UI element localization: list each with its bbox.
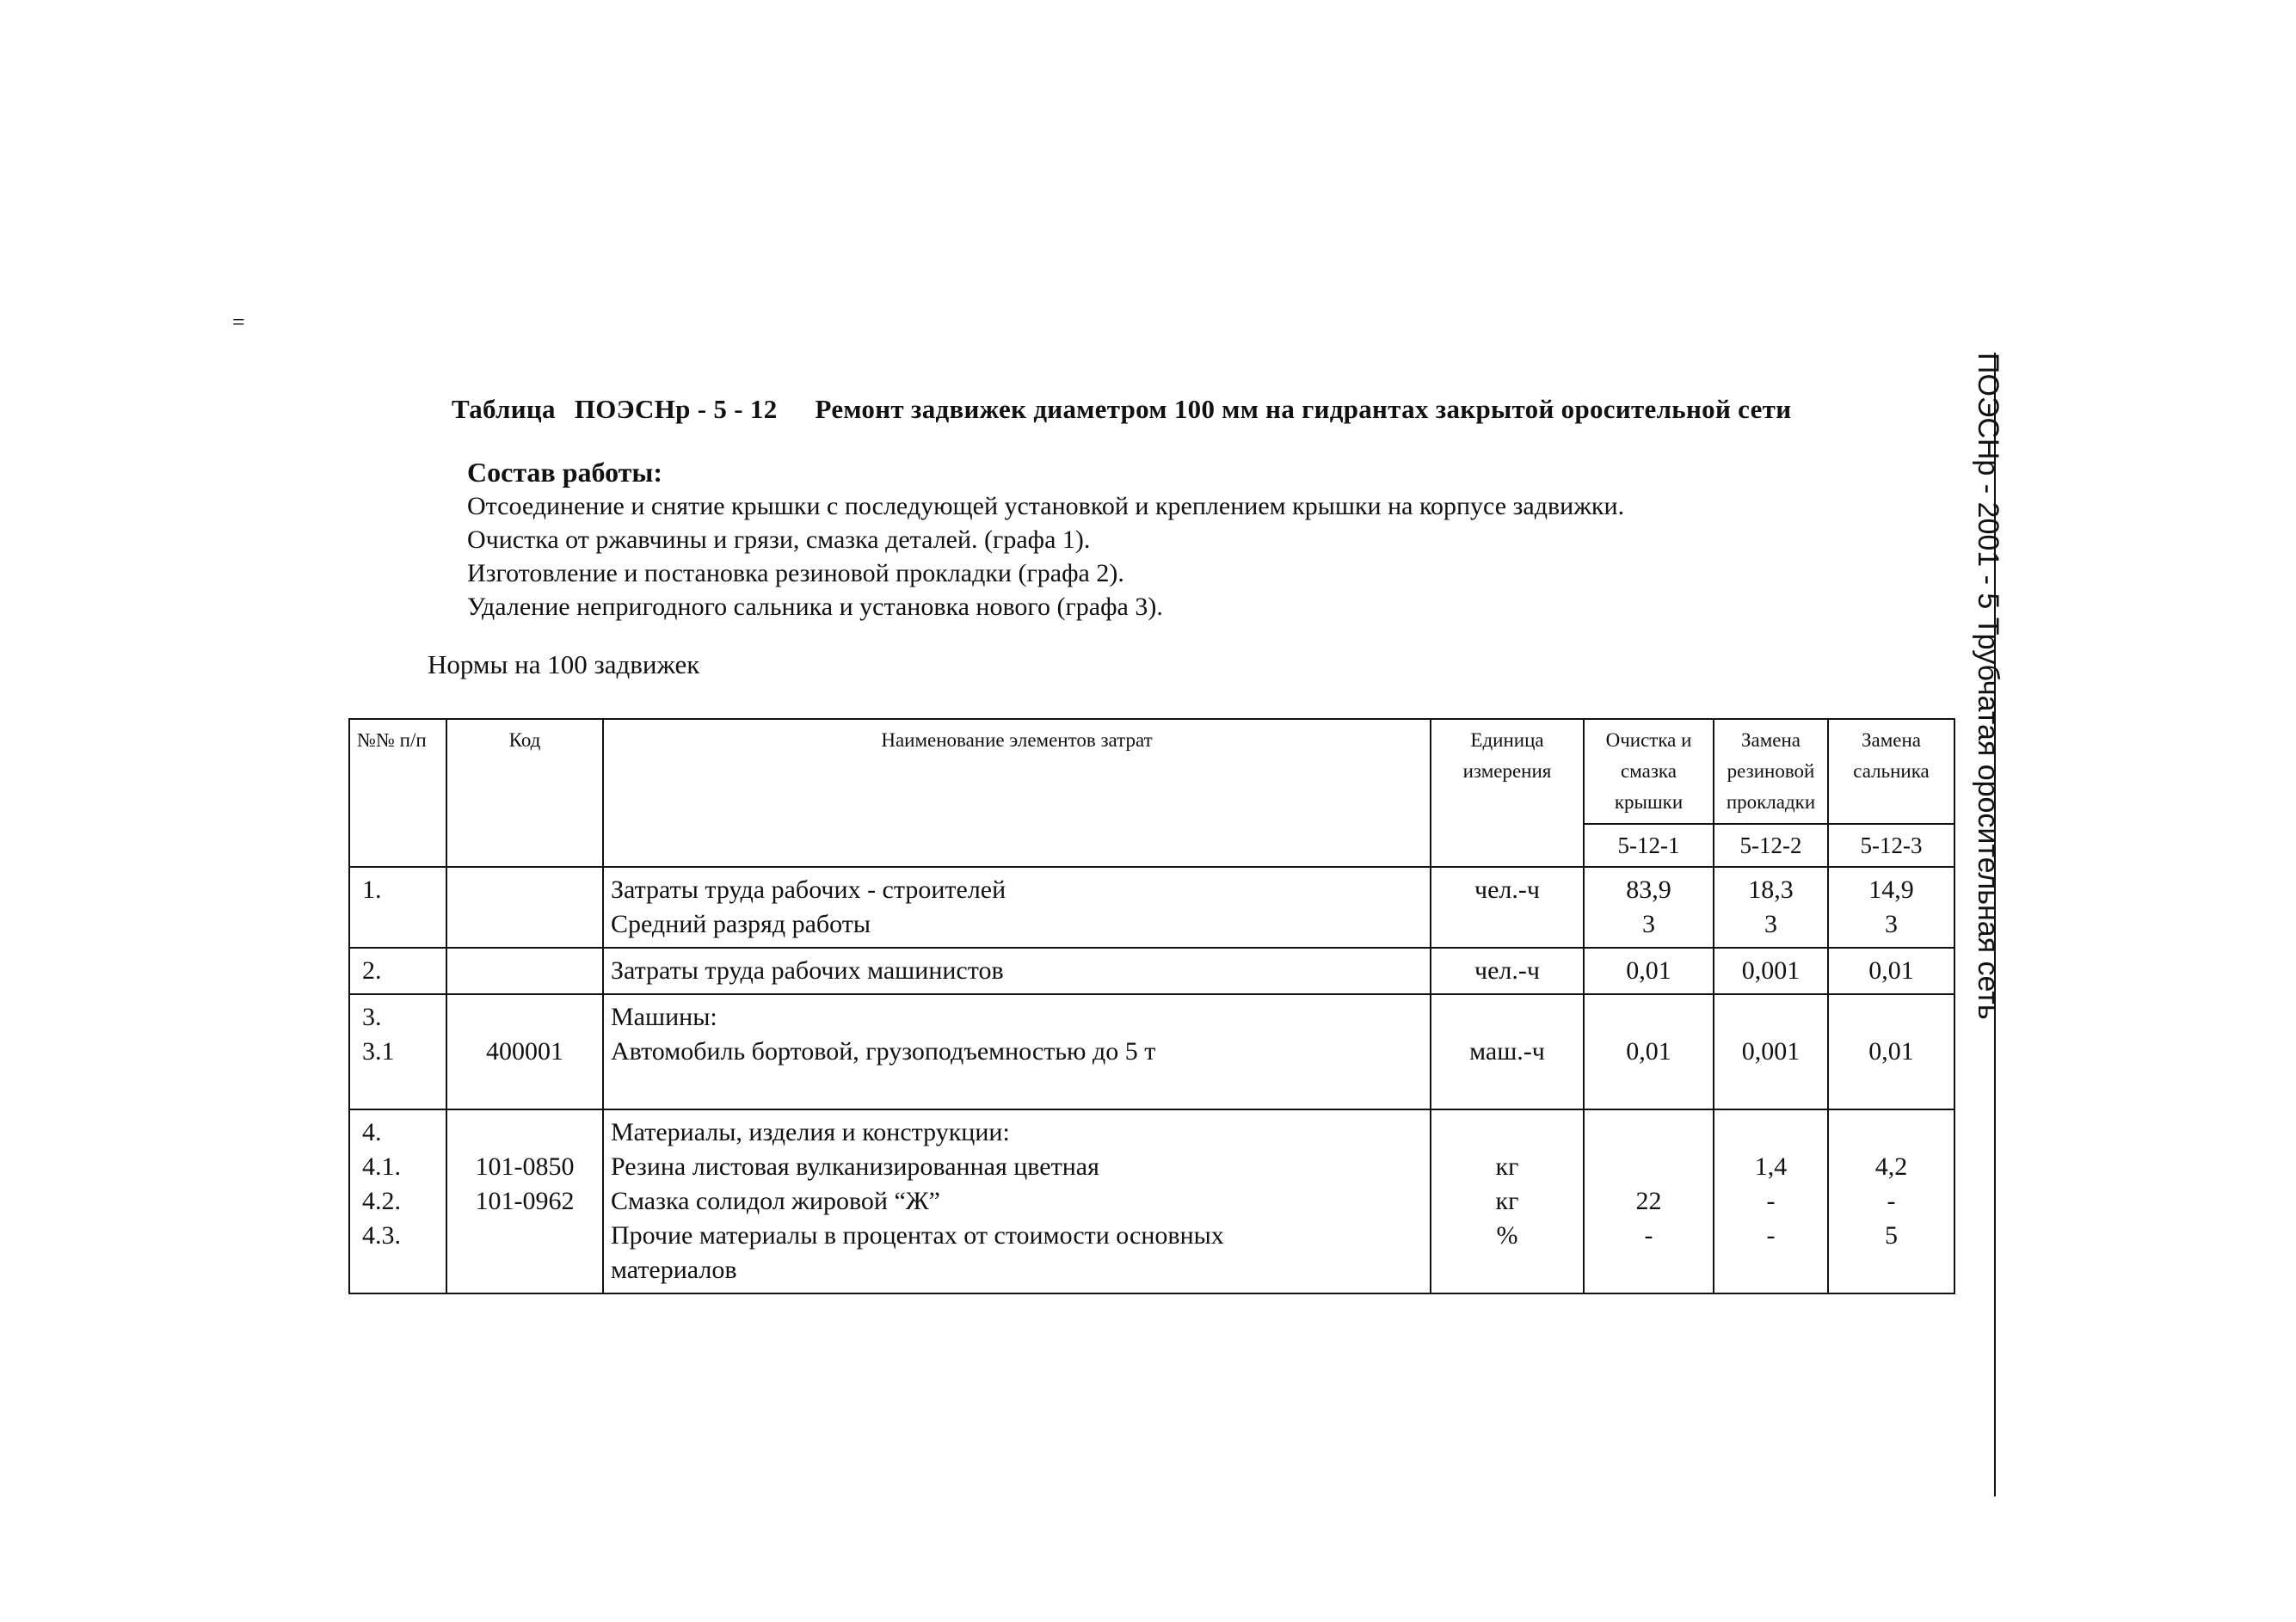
- cell-unit-line: [1438, 1000, 1576, 1035]
- work-heading: Состав работы:: [467, 457, 663, 488]
- cell-value-3-line: [1836, 1000, 1947, 1035]
- cell-value-1: [1584, 994, 1714, 1109]
- cell-value-1-line: [1591, 1253, 1706, 1287]
- cell-value-3-line: 5: [1885, 1221, 1898, 1250]
- work-line: Удаление непригодного сальника и установка нового (графа 3).: [467, 593, 1163, 621]
- title-prefix: Таблица: [452, 394, 556, 424]
- cell-name: [603, 1109, 1431, 1293]
- cell-value-1-line: 83,9: [1626, 876, 1671, 904]
- header-name: Наименование элементов затрат: [603, 719, 1431, 867]
- cell-value-1-line: 3: [1642, 910, 1655, 938]
- cell-unit-line: кг: [1495, 1187, 1519, 1215]
- cell-value-2-line: [1721, 1115, 1820, 1150]
- cell-num-line: 2.: [362, 956, 382, 985]
- cell-code-line: 101-0850: [475, 1152, 575, 1181]
- table-row: [349, 867, 1954, 948]
- cell-name: [603, 948, 1431, 994]
- cell-num-line: 4.3.: [362, 1221, 401, 1250]
- cell-num-line: [362, 1253, 439, 1287]
- header-code: Код: [446, 719, 603, 867]
- cell-value-3-line: [1836, 1115, 1947, 1150]
- cell-code: [446, 994, 603, 1109]
- cell-value-2: [1714, 994, 1828, 1109]
- cell-code-line: [454, 1000, 595, 1035]
- corner-mark: =: [232, 310, 245, 335]
- cell-value-2-line: -: [1766, 1187, 1776, 1215]
- cell-code-line: [454, 954, 595, 988]
- cell-value-1-line: [1591, 1000, 1706, 1035]
- work-line: Изготовление и постановка резиновой прокладки (графа 2).: [467, 559, 1124, 587]
- cell-name-line: Затраты труда рабочих машинистов: [611, 956, 1004, 985]
- cell-unit-line: [1438, 1253, 1576, 1287]
- cell-value-1-line: [1591, 1115, 1706, 1150]
- cell-unit: [1431, 1109, 1584, 1293]
- cell-value-2: [1714, 948, 1828, 994]
- cell-value-1-line: [1591, 1150, 1706, 1184]
- cell-unit: [1431, 867, 1584, 948]
- cell-value-1: [1584, 1109, 1714, 1293]
- cell-value-3: [1828, 994, 1954, 1109]
- cell-value-1-line: 0,01: [1626, 1037, 1671, 1066]
- cell-name: [603, 994, 1431, 1109]
- cell-value-2-line: 18,3: [1748, 876, 1794, 904]
- cell-name-line: Автомобиль бортовой, грузоподъемностью до 5 т: [611, 1037, 1156, 1066]
- cell-value-3-line: [1836, 1253, 1947, 1287]
- cell-num-line: 4.: [362, 1118, 382, 1146]
- work-composition: [467, 456, 1624, 624]
- cell-num: [349, 867, 446, 948]
- cell-code: [446, 1109, 603, 1293]
- cell-unit: [1431, 948, 1584, 994]
- cell-value-1: [1584, 948, 1714, 994]
- cell-unit-line: [1438, 1115, 1576, 1150]
- cell-name-line: Резина листовая вулканизированная цветная: [611, 1152, 1099, 1181]
- cell-value-3-line: 4,2: [1874, 1152, 1908, 1181]
- cell-code-line: [454, 873, 595, 907]
- cell-code-line: [454, 1115, 595, 1150]
- table-row: [349, 948, 1954, 994]
- cell-num-line: [362, 907, 439, 942]
- cell-value-3-line: -: [1887, 1187, 1896, 1215]
- cell-name-line: Материалы, изделия и конструкции:: [611, 1118, 1010, 1146]
- cell-code: [446, 948, 603, 994]
- cell-value-1: [1584, 867, 1714, 948]
- work-line: Очистка от ржавчины и грязи, смазка деталей. (графа 1).: [467, 525, 1091, 554]
- cell-value-2: [1714, 867, 1828, 948]
- col-code-3: 5-12-3: [1828, 824, 1954, 867]
- title-code: ПОЭСНр - 5 - 12: [574, 394, 778, 424]
- cell-value-3-line: 3: [1885, 910, 1898, 938]
- cell-num-line: 4.1.: [362, 1152, 401, 1181]
- col-code-2: 5-12-2: [1714, 824, 1828, 867]
- header-unit: Единица измерения: [1431, 719, 1584, 867]
- work-line: Отсоединение и снятие крышки с последующей установкой и креплением крышки на корпусе задвижки.: [467, 492, 1625, 520]
- cell-code-line: [454, 1219, 595, 1253]
- cell-unit-line: чел.-ч: [1474, 876, 1540, 904]
- cell-unit-line: кг: [1495, 1152, 1519, 1181]
- cell-code: [446, 867, 603, 948]
- cell-name-line: Машины:: [611, 1003, 717, 1031]
- cell-value-1-line: -: [1644, 1221, 1653, 1250]
- cell-code-line: [454, 1253, 595, 1287]
- cell-unit-line: %: [1496, 1221, 1518, 1250]
- cell-unit-line: чел.-ч: [1474, 956, 1540, 985]
- cell-value-3-line: 14,9: [1868, 876, 1914, 904]
- cell-value-2-line: [1721, 1000, 1820, 1035]
- table-title: [452, 394, 1983, 425]
- cell-value-3: [1828, 1109, 1954, 1293]
- cell-name: [603, 867, 1431, 948]
- cell-value-3-line: 0,01: [1868, 956, 1914, 985]
- header-row: [349, 719, 1954, 824]
- header-col2: Замена резиновой прокладки: [1714, 719, 1828, 824]
- title-text: Ремонт задвижек диаметром 100 мм на гидрантах закрытой оросительной сети: [815, 394, 1792, 424]
- norms-caption: Нормы на 100 задвижек: [428, 649, 700, 679]
- cell-name-line: Затраты труда рабочих - строителей: [611, 876, 1006, 904]
- cell-value-2-line: 0,001: [1741, 956, 1800, 985]
- cell-name-line: Средний разряд работы: [611, 910, 871, 938]
- cell-value-2: [1714, 1109, 1828, 1293]
- cell-num: [349, 1109, 446, 1293]
- side-label: ПОЭСНр - 2001 - 5 Трубчатая оросительная сеть: [1972, 353, 2004, 1020]
- col-code-1: 5-12-1: [1584, 824, 1714, 867]
- norms-table: [348, 718, 1955, 1294]
- header-num: №№ п/п: [349, 719, 446, 867]
- cell-value-1-line: 22: [1635, 1187, 1662, 1215]
- cell-value-2-line: 1,4: [1754, 1152, 1788, 1181]
- cell-num-line: 3.: [362, 1003, 382, 1031]
- cell-code-line: 400001: [486, 1037, 563, 1066]
- cell-num-line: 4.2.: [362, 1187, 401, 1215]
- table-body: [349, 867, 1954, 1293]
- cell-code-line: [454, 907, 595, 942]
- cell-value-3: [1828, 948, 1954, 994]
- cell-name-line: Прочие материалы в процентах от стоимости основных: [611, 1221, 1224, 1250]
- cell-name-line: материалов: [611, 1256, 737, 1284]
- table-row: [349, 1109, 1954, 1293]
- cell-value-2-line: [1721, 1253, 1820, 1287]
- cell-num: [349, 994, 446, 1109]
- cell-num: [349, 948, 446, 994]
- cell-value-2-line: 3: [1764, 910, 1777, 938]
- cell-name-line: Смазка солидол жировой “Ж”: [611, 1187, 940, 1215]
- table-row: [349, 994, 1954, 1109]
- cell-value-2-line: 0,001: [1741, 1037, 1800, 1066]
- cell-unit: [1431, 994, 1584, 1109]
- cell-value-2-line: -: [1766, 1221, 1776, 1250]
- cell-unit-line: [1438, 907, 1576, 942]
- cell-value-1-line: 0,01: [1626, 956, 1671, 985]
- cell-value-3: [1828, 867, 1954, 948]
- header-col1: Очистка и смазка крышки: [1584, 719, 1714, 824]
- header-col3: Замена сальника: [1828, 719, 1954, 824]
- cell-code-line: 101-0962: [475, 1187, 575, 1215]
- cell-unit-line: маш.-ч: [1469, 1037, 1545, 1066]
- cell-value-3-line: 0,01: [1868, 1037, 1914, 1066]
- cell-num-line: 3.1: [362, 1037, 395, 1066]
- cell-num-line: 1.: [362, 876, 382, 904]
